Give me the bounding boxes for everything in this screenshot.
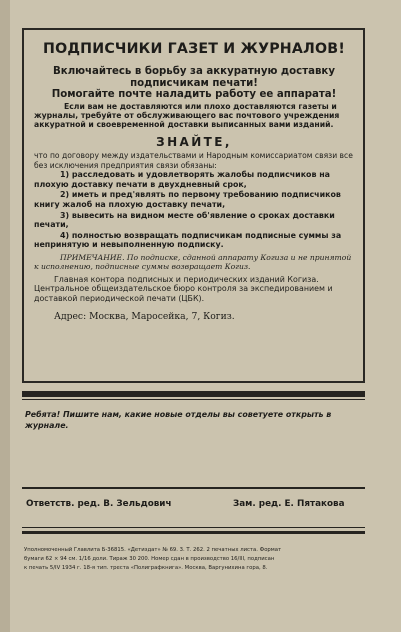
- notice-intro: что по договору между издательствами и Народным комиссариатом связи все без исключения предприятия связи обязаны:: [34, 151, 353, 170]
- divider-editors-bottom-thick: [22, 531, 365, 534]
- page-edge: [0, 0, 10, 632]
- imprint-line: Уполномоченный Главлита Б-36815. «Детиздат» № 69. 3. Т. 262. 2 печатных листа. Формат: [24, 547, 282, 553]
- kids-appeal: Ребята! Пишите нам, какие новые отделы вы советуете открыть в журнале.: [25, 410, 332, 430]
- obligation-item: 4) полностью возвращать подписчикам подписные суммы за непринятую и невыполненную подписку.: [34, 230, 342, 250]
- obligation-item: 1) расследовать и удовлетворять жалобы подписчиков на плохую доставку печати в двухдневный срок,: [34, 170, 330, 189]
- imprint-line: бумаги 62 × 94 см. 1/16 доли. Тираж 30 200. Номер сдан в производство 16/III, подписан: [24, 556, 275, 562]
- address-line: Адрес: Москва, Маросейка, 7, Когиз.: [54, 310, 235, 322]
- divider-thin-top: [22, 399, 365, 400]
- divider-editors-top: [22, 487, 365, 489]
- imprint-block: [24, 546, 369, 573]
- notice-title: ПОДПИСЧИКИ ГАЗЕТ И ЖУРНАЛОВ!: [43, 41, 345, 57]
- obligation-item: 3) вывесить на видном месте об'явление о сроках доставки печати,: [34, 210, 335, 230]
- notice-call-2: Помогайте почте наладить работу ее аппарата!: [51, 89, 337, 100]
- divider-thick-top: [22, 391, 365, 397]
- notice-note: ПРИМЕЧАНИЕ. По подписке, сданной аппарату Когиза и не принятой к исполнению, подписные суммы возвращает Когиз.: [34, 252, 352, 272]
- obligations-list: [34, 170, 354, 250]
- notice-call-1: Включайтесь в борьбу за аккуратную доставку подписчикам печати!: [53, 66, 335, 89]
- chief-editor: Ответств. ред. В. Зельдович: [26, 499, 172, 509]
- divider-editors-bottom: [22, 527, 365, 528]
- main-office-text: Главная контора подписных и периодических изданий Когиза. Центральное общеиздательское бюро контроля за экспедированием и доставкой периодической печати (ЦБК).: [34, 274, 333, 303]
- notice-instruction: Если вам не доставляются или плохо доставляются газеты и журналы, требуйте от обслуживающего вас почтового учреждения аккуратной и своевременной доставки выписанных вами изданий.: [34, 101, 340, 130]
- obligation-item: 2) иметь и пред'являть по первому требованию подписчиков книгу жалоб на плохую доставку печати,: [34, 190, 341, 209]
- know-heading: ЗНАЙТЕ,: [156, 135, 232, 150]
- deputy-editor: Зам. ред. Е. Пятакова: [233, 499, 345, 509]
- subscriber-notice-box: [22, 28, 365, 383]
- imprint-line: к печать 5/IV 1934 г. 18-я тип. треста «Полиграфкнига». Москва, Варгунихина гора, 8.: [24, 565, 268, 571]
